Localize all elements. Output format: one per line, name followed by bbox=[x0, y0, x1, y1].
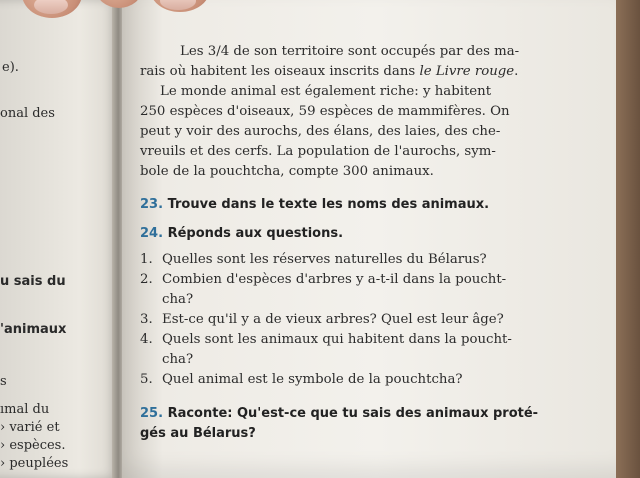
exercise-23 bbox=[140, 197, 610, 212]
exercise-24-text: Réponds aux questions. bbox=[167, 226, 344, 241]
left-page-line-6: ımal du bbox=[0, 402, 50, 417]
question-item: 5. Quel animal est le symbole de la pouchtcha? bbox=[140, 372, 463, 387]
livre-rouge-title: le Livre rouge bbox=[419, 64, 515, 79]
paragraph-animal-world bbox=[140, 82, 610, 182]
left-page-line-2: onal des bbox=[0, 106, 55, 121]
exercise-25 bbox=[140, 404, 610, 444]
paragraph2-line3: peut y voir des aurochs, des élans, des laies, des che- bbox=[140, 124, 501, 139]
left-page-line-5: s bbox=[0, 374, 7, 389]
paragraph2-line2: 250 espèces d'oiseaux, 59 espèces de mammifères. On bbox=[140, 104, 510, 119]
left-page-line-4: 'animaux bbox=[0, 322, 67, 337]
left-page bbox=[0, 0, 118, 478]
exercise-24-number: 24. bbox=[140, 226, 164, 241]
paragraph2-line5: bole de la pouchtcha, compte 300 animaux. bbox=[140, 164, 434, 179]
left-page-line-8: › espèces. bbox=[0, 438, 66, 453]
exercise-23-text: Trouve dans le texte les noms des animaux. bbox=[167, 197, 490, 212]
left-page-line-1: e). bbox=[2, 60, 19, 75]
exercise-23-number: 23. bbox=[140, 197, 164, 212]
exercise-24 bbox=[140, 226, 610, 241]
question-item: 3. Est-ce qu'il y a de vieux arbres? Quel est leur âge? bbox=[140, 312, 504, 327]
paragraph2-line4: vreuils et des cerfs. La population de l'aurochs, sym- bbox=[140, 144, 496, 159]
question-item: 1. Quelles sont les réserves naturelles du Bélarus? bbox=[140, 252, 487, 267]
paragraph1-line2: rais où habitent les oiseaux inscrits dans bbox=[140, 64, 420, 79]
left-page-line-7: › varié et bbox=[0, 420, 60, 435]
left-page-line-9: › peuplées bbox=[0, 456, 69, 471]
page-content bbox=[140, 42, 610, 444]
question-list bbox=[140, 250, 610, 390]
paragraph2-line1: Le monde animal est également riche: y habitent bbox=[160, 84, 492, 99]
question-item: 4. Quels sont les animaux qui habitent dans la poucht- cha? bbox=[140, 332, 512, 367]
exercise-25-number: 25. bbox=[140, 406, 164, 421]
question-item: 2. Combien d'espèces d'arbres y a-t-il dans la poucht- cha? bbox=[140, 272, 507, 307]
paragraph-territory: Les 3/4 de son territoire sont occupés par des ma- rais où habitent les oiseaux inscrits dans le Livre rouge. bbox=[140, 44, 520, 79]
exercise-25-line2: gés au Bélarus? bbox=[140, 426, 256, 441]
paragraph1-line1: Les 3/4 de son territoire sont occupés par des ma- bbox=[180, 44, 520, 59]
book-edge bbox=[616, 0, 640, 478]
exercise-25-line1: Raconte: Qu'est-ce que tu sais des animaux proté- bbox=[167, 406, 539, 421]
left-page-line-3: u sais du bbox=[0, 274, 66, 289]
